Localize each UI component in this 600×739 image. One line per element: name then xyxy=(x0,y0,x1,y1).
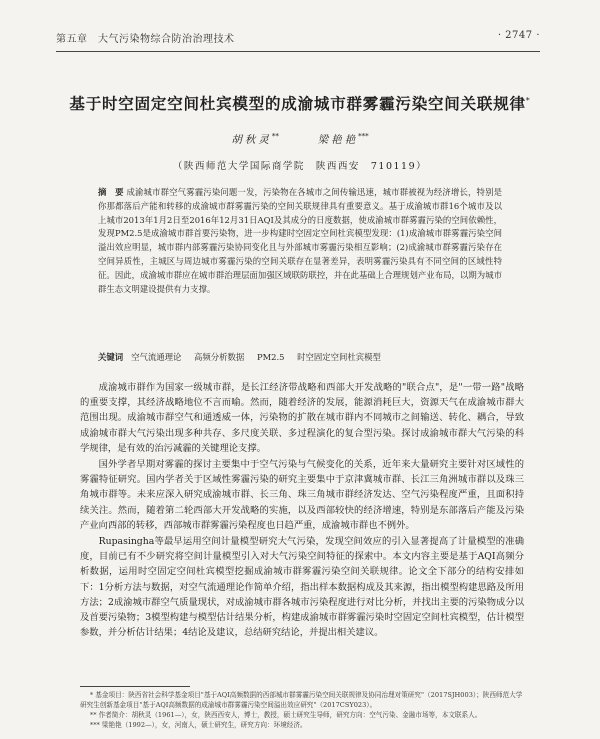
body-paragraph: 国外学者早期对雾霾的探讨主要集中于空气污染与气候变化的关系，近年来大量研究主要针对区域性的雾霾特征研究。国内学者关于区域性雾霾污染的研究主要集中于京津冀城市群、长江三角洲城市群以及珠三角城市群等。未来应深入研究成渝城市群、长三角、珠三角城市群经济发达、空气污染程度严重，且面积持续关注。然而，随着第二轮西部大开发战略的实施，以及西部较快的经济增速，特别是东部落后产能及污染产业向西部的转移，西部城市群雾霾污染程度也日趋严重，成渝城市群也不例外。 xyxy=(80,459,524,531)
footnote-rule xyxy=(80,686,190,687)
body-text xyxy=(80,380,524,641)
body-paragraph: Rupasingha等最早运用空间计量模型研究大气污染，发现空间效应的引入显著提高了计量模型的准确度，目前已有不少研究将空间计量模型引入对大气污染空间特征的探索中。本文内容主要是基于AQI高频分析数据，运用时空固定空间杜宾模型挖掘成渝城市群雾霾污染空间关联规律。论文全下部分的结构安排如下：1分析方法与数据，对空气流通理论作简单介绍，指出样本数据构成及其来源，指出模型构建思路及所用方法；2成渝城市群空气质量现状，对成渝城市群各城市污染程度进行对比分析，并找出主要的污染物成分以及首要污染物；3模型构建与模型估计结果分析，构建成渝城市群雾霾污染时空固定空间杜宾模型，估计模型参数，并分析估计结果；4结论及建议，总结研究结论，并提出相关建议。 xyxy=(80,536,524,639)
footnotes xyxy=(80,690,524,730)
author-mark: *** xyxy=(358,132,369,141)
paper-title-text: 基于时空固定空间杜宾模型的成渝城市群雾霾污染空间关联规律 xyxy=(69,95,526,113)
body-paragraph: 成渝城市群作为国家一级城市群，是长江经济带战略和西部大开发战略的"联合点"，是"一带一路"战略的重要支撑，其经济战略地位不言而喻。然而，随着经济的发展，能源消耗巨大，资源天气在成渝城市群大范围出现。成渝城市群空气和通透威一体，污染物的扩散在城市群内不同城市之间输送、转化、耦合，导致成渝城市群大气污染出现多种共存、多尺度关联、多过程演化的复合型污染。探讨成渝城市群大气污染的科学规律，是有效的治污减霾的关键理论支撑。 xyxy=(80,382,524,454)
affiliation: （陕西师范大学国际商学院 陕西西安 710119） xyxy=(172,161,428,172)
footnote: * 基金项目：陕西省社会科学基金项目"基于AQI高频数据的西部城市群雾霾污染空间关联规律及协同治理对策研究"（2017SJH003）；陕西师范大学研究生创新基金项目"基于AQI高频数据的成渝城市群雾霾污染空间溢出效应研究"（2017CSY023）。 xyxy=(80,691,523,709)
footnote: ** 作者简介：胡秋灵（1961—），女，陕西西安人，博士，教授，硕士研究生导师，研究方向：空气污染、金融市场等，本文联系人。 xyxy=(89,711,482,719)
keywords-label: 关键词 xyxy=(98,352,124,362)
running-header-title: 第五章 大气污染物综合防治治理技术 xyxy=(56,34,235,45)
authors xyxy=(0,132,600,147)
keyword: 空气流通理论 xyxy=(131,352,182,362)
abstract-text: 成渝城市群空气雾霾污染问题一发，污染物在各城市之间传输迅速，城市群被视为经济增长，特别是你那都落后产能和转移的成渝城市群雾霾污染的空间关联规律具有重要意义。基于成渝城市群16个城市及以上城市2013年1月2日至2016年12月31日AQI及其成分的日度数据，使成渝城市群雾霾污染的空间依赖性，发现PM2.5是成渝城市群首要污染物，进一步构建时空固定空间杜宾模型发现：(1)成渝城市群雾霾污染空间溢出效应明显，城市群内部雾霾污染协同变化且与外部城市雾霾污染相互影响；(2)成渝城市群雾霾污染存在空间异质性，主城区与周边城市雾霾污染的空间关联存在显著差异，表明雾霾污染具有不同空间的区域性特征。因此，成渝城市群应在城市群治理层面加强区域联防联控，并在此基础上合理规划产业布局，以期为城市群生态文明建设提供有力支撑。 xyxy=(98,187,502,294)
title-footnote-mark: * xyxy=(525,95,531,105)
page-number: · 2747 · xyxy=(497,30,540,41)
author-name: 梁艳艳 xyxy=(317,134,359,146)
keyword: 时空固定空间杜宾模型 xyxy=(297,352,381,362)
keyword: 高频分析数据 xyxy=(194,352,245,362)
keyword: PM2.5 xyxy=(256,352,285,362)
keywords xyxy=(98,351,502,364)
header-rule xyxy=(56,51,540,52)
running-header xyxy=(56,30,540,48)
author-mark: ** xyxy=(271,132,279,141)
abstract xyxy=(98,186,502,296)
paper-title xyxy=(40,92,560,114)
footnote: *** 梁艳艳（1992—），女，河南人，硕士研究生，研究方向：环境经济。 xyxy=(89,721,307,729)
author-name: 胡秋灵 xyxy=(231,134,272,146)
abstract-label: 摘 要 xyxy=(98,187,124,197)
